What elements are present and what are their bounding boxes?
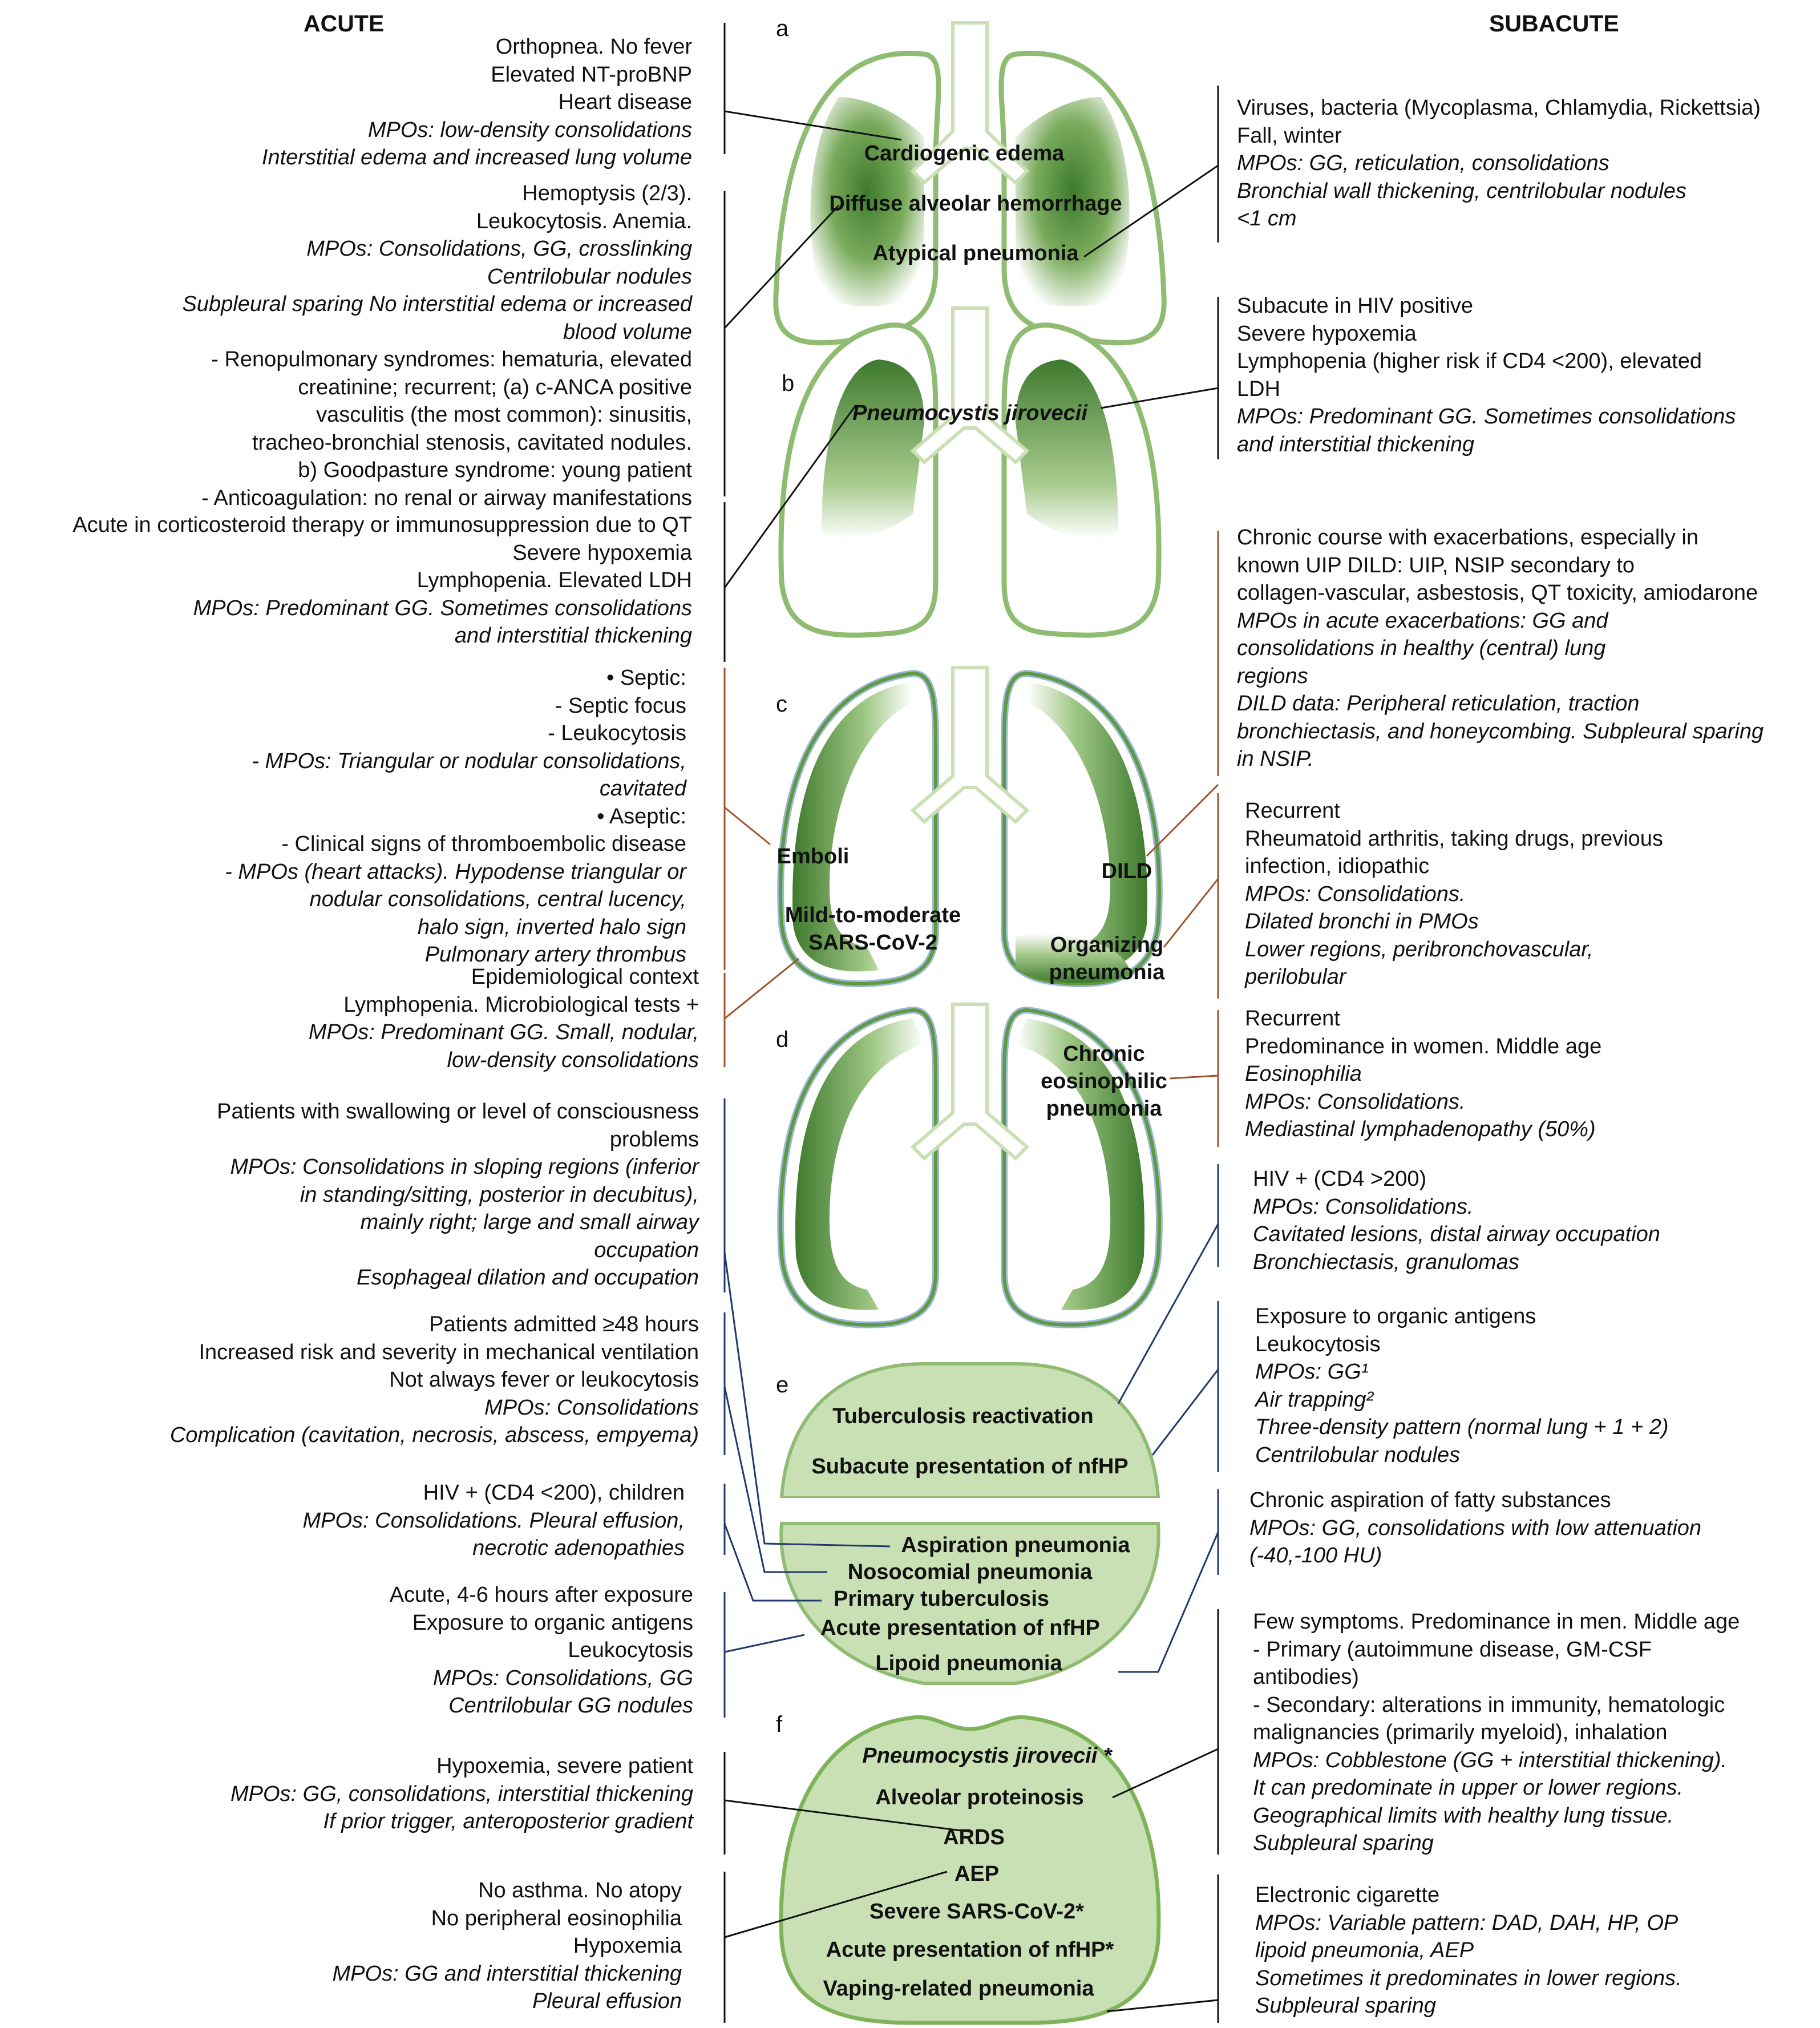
text-line: Hypoxemia	[573, 1934, 682, 1958]
lung-a	[776, 23, 1164, 343]
text-line: Leukocytosis	[1255, 1332, 1381, 1356]
acute-block	[72, 511, 692, 650]
text-line: MPOs: Predominant GG. Sometimes consolidations	[193, 596, 692, 620]
text-line: nodular consolidations, central lucency,	[309, 887, 686, 911]
text-line: MPOs: GG, consolidations, interstitial thickening	[230, 1781, 693, 1806]
lung-b	[781, 308, 1159, 635]
text-line: problems	[609, 1127, 699, 1152]
text-line: Acute, 4-6 hours after exposure	[389, 1583, 693, 1607]
text-line: Few symptoms. Predominance in men. Middle age	[1253, 1610, 1740, 1634]
text-line: tracheo-bronchial stenosis, cavitated nodules.	[252, 430, 692, 455]
label-ards: ARDS	[943, 1825, 1005, 1849]
text-line: Lymphopenia (higher risk if CD4 <200), elevated	[1237, 349, 1702, 373]
label-aep: AEP	[954, 1862, 1000, 1886]
text-line: Elevated NT-proBNP	[491, 62, 692, 87]
acute-block	[309, 963, 699, 1074]
text-line: occupation	[594, 1238, 699, 1262]
text-line: MPOs: Cobblestone (GG + interstitial thickening).	[1253, 1748, 1728, 1772]
text-line: MPOs: Consolidations, GG, crosslinking	[306, 237, 692, 261]
label-aspiration-pneumonia: Aspiration pneumonia	[901, 1533, 1130, 1557]
text-line: halo sign, inverted halo sign	[417, 915, 686, 939]
text-line: Centrilobular GG nodules	[448, 1694, 693, 1718]
text-line: MPOs in acute exacerbations: GG and	[1237, 608, 1608, 633]
text-line: mainly right; large and small airway	[360, 1210, 699, 1234]
acute-block	[230, 1752, 693, 1836]
text-line: Acute in corticosteroid therapy or immunosuppression due to QT	[72, 513, 692, 537]
label-cardiogenic-edema: Cardiogenic edema	[864, 142, 1065, 165]
text-line: Lymphopenia. Microbiological tests +	[343, 992, 699, 1017]
text-line: MPOs: low-density consolidations	[367, 118, 692, 142]
acute-block	[217, 1098, 699, 1292]
text-line: - Leukocytosis	[548, 721, 686, 745]
text-line: MPOs: Consolidations.	[1253, 1194, 1474, 1219]
text-line: - MPOs: Triangular or nodular consolidations,	[252, 749, 686, 773]
text-line: MPOs: Consolidations in sloping regions (inferior	[230, 1155, 699, 1179]
label-pneumocystis-f: Pneumocystis jirovecii *	[862, 1744, 1112, 1768]
acute-block	[170, 1311, 699, 1449]
text-line: cavitated	[599, 777, 686, 801]
label-chronic-eosinophilic-pneumonia: Chronic eosinophilic pneumonia	[1041, 1042, 1167, 1121]
text-line: It can predominate in upper or lower regions.	[1253, 1776, 1684, 1800]
text-line: Centrilobular nodules	[487, 264, 692, 289]
text-line: Bronchiectasis, granulomas	[1253, 1250, 1519, 1274]
text-line: bronchiectasis, and honeycombing. Subpleural sparing	[1237, 719, 1764, 744]
panel-letter-f: f	[776, 1712, 783, 1737]
label-diffuse-alveolar-hemorrhage: Diffuse alveolar hemorrhage	[829, 192, 1122, 216]
subacute-block	[1245, 797, 1663, 991]
subacute-block	[1255, 1881, 1682, 2020]
label-tb-reactivation: Tuberculosis reactivation	[832, 1404, 1094, 1428]
text-line: Sometimes it predominates in lower regions.	[1255, 1966, 1682, 1990]
text-line: necrotic adenopathies	[472, 1536, 685, 1560]
label-primary-tuberculosis: Primary tuberculosis	[833, 1587, 1050, 1611]
text-line: collagen-vascular, asbestosis, QT toxicity, amiodarone	[1237, 581, 1758, 605]
text-line: Leukocytosis. Anemia.	[476, 209, 692, 233]
text-line: Severe hypoxemia	[1237, 321, 1417, 346]
text-line: Orthopnea. No fever	[495, 35, 692, 59]
text-line: Eosinophilia	[1245, 1062, 1362, 1086]
text-line: Electronic cigarette	[1255, 1883, 1440, 1907]
text-line: Pleural effusion	[532, 1989, 682, 2013]
text-line: Air trapping²	[1255, 1387, 1373, 1412]
text-line: - Clinical signs of thromboembolic disease	[281, 832, 686, 856]
text-line: Pulmonary artery thrombus	[424, 943, 686, 967]
text-line: LDH	[1237, 377, 1281, 401]
text-line: MPOs: Consolidations.	[1245, 1089, 1466, 1114]
text-line: If prior trigger, anteroposterior gradient	[323, 1809, 693, 1833]
text-line: MPOs: GG and interstitial thickening	[332, 1961, 682, 1986]
text-line: consolidations in healthy (central) lung	[1237, 636, 1606, 660]
text-line: - Secondary: alterations in immunity, hematologic	[1253, 1692, 1725, 1717]
text-line: Geographical limits with healthy lung tissue.	[1253, 1803, 1674, 1828]
text-line: MPOs: Consolidations, GG	[432, 1666, 693, 1690]
text-line: - Septic focus	[555, 693, 686, 718]
text-line: - Renopulmonary syndromes: hematuria, elevated	[211, 348, 692, 371]
text-line: vasculitis (the most common): sinusitis,	[316, 403, 692, 427]
text-line: Lower regions, peribronchovascular,	[1245, 937, 1593, 962]
text-line: infection, idiopathic	[1245, 854, 1430, 878]
panel-letter-a: a	[776, 16, 789, 41]
subacute-header: SUBACUTE	[1489, 10, 1619, 37]
text-line: Leukocytosis	[568, 1638, 693, 1662]
label-mild-covid: Mild-to-moderate SARS-CoV-2	[784, 903, 961, 955]
text-line: MPOs: Predominant GG. Small, nodular,	[308, 1020, 699, 1044]
label-nosocomial-pneumonia: Nosocomial pneumonia	[847, 1560, 1093, 1584]
text-line: Subacute in HIV positive	[1237, 294, 1474, 318]
text-line: HIV + (CD4 <200), children	[423, 1481, 685, 1505]
label-emboli: Emboli	[776, 845, 850, 868]
text-line: • Septic:	[606, 666, 686, 690]
text-line: <1 cm	[1237, 207, 1297, 231]
text-line: in standing/sitting, posterior in decubitus),	[300, 1182, 699, 1207]
text-line: lipoid pneumonia, AEP	[1255, 1938, 1474, 1962]
text-line: Not always fever or leukocytosis	[389, 1368, 699, 1392]
subacute-block	[1237, 94, 1761, 233]
text-line: low-density consolidations	[447, 1048, 699, 1072]
text-line: Bronchial wall thickening, centrilobular nodules	[1237, 179, 1686, 203]
panel-letter-b: b	[782, 371, 795, 396]
text-line: - Anticoagulation: no renal or airway manifestations	[201, 486, 692, 510]
panel-letter-d: d	[776, 1027, 789, 1052]
label-severe-covid: Severe SARS-CoV-2*	[869, 1900, 1084, 1924]
text-line: Subpleural sparing	[1253, 1831, 1434, 1855]
text-line: Hemoptysis (2/3).	[522, 181, 692, 205]
text-line: Esophageal dilation and occupation	[356, 1266, 699, 1290]
text-line: Centrilobular nodules	[1255, 1443, 1461, 1467]
panel-letter-c: c	[776, 692, 787, 717]
text-line: b) Goodpasture syndrome: young patient	[298, 458, 692, 482]
text-line: creatinine; recurrent; (a) c-ANCA positive	[298, 375, 692, 399]
text-line: Recurrent	[1245, 1007, 1340, 1031]
text-line: malignancies (primarily myeloid), inhalation	[1253, 1720, 1668, 1744]
text-line: MPOs: Consolidations	[484, 1395, 699, 1420]
text-line: Increased risk and severity in mechanical ventilation	[199, 1340, 699, 1364]
text-line: perilobular	[1245, 965, 1346, 989]
acute-block	[225, 664, 686, 969]
label-subacute-nfhp: Subacute presentation of nfHP	[811, 1455, 1129, 1478]
text-line: Cavitated lesions, distal airway occupation	[1253, 1222, 1660, 1246]
text-line: Hypoxemia, severe patient	[436, 1754, 693, 1778]
label-pneumocystis-b: Pneumocystis jirovecii	[852, 401, 1087, 425]
text-line: Mediastinal lymphadenopathy (50%)	[1245, 1117, 1596, 1141]
text-line: regions	[1237, 664, 1308, 688]
text-line: Rheumatoid arthritis, taking drugs, previous	[1245, 826, 1663, 851]
text-line: Chronic course with exacerbations, especially in	[1237, 526, 1698, 550]
text-line: Patients with swallowing or level of consciousness	[217, 1100, 699, 1124]
text-line: known UIP DILD: UIP, NSIP secondary to	[1237, 553, 1635, 577]
text-line: No asthma. No atopy	[478, 1878, 682, 1902]
label-alveolar-proteinosis: Alveolar proteinosis	[875, 1785, 1084, 1809]
acute-block	[333, 1877, 682, 2015]
text-line: - Primary (autoimmune disease, GM-CSF	[1253, 1637, 1652, 1662]
label-dild: DILD	[1101, 859, 1152, 883]
text-line: Chronic aspiration of fatty substances	[1249, 1488, 1611, 1512]
text-line: DILD data: Peripheral reticulation, traction	[1237, 692, 1640, 716]
text-line: Subpleural sparing No interstitial edema or increased	[182, 292, 692, 316]
text-line: Three-density pattern (normal lung + 1 + 2)	[1255, 1415, 1669, 1439]
text-line: MPOs: Variable pattern: DAD, DAH, HP, OP	[1255, 1910, 1679, 1935]
acute-block	[262, 33, 692, 172]
text-line: MPOs: GG¹	[1255, 1360, 1369, 1384]
acute-block	[302, 1479, 685, 1562]
text-line: MPOs: GG, consolidations with low attenuation	[1249, 1516, 1702, 1540]
text-line: Heart disease	[558, 90, 692, 114]
text-line: (-40,-100 HU)	[1249, 1544, 1382, 1568]
acute-header: ACUTE	[304, 10, 385, 37]
text-line: Viruses, bacteria (Mycoplasma, Chlamydia, Rickettsia)	[1237, 96, 1761, 120]
text-line: Interstitial edema and increased lung volume	[261, 146, 692, 169]
text-line: - MPOs (heart attacks). Hypodense triangular or	[225, 859, 686, 884]
text-line: Fall, winter	[1237, 123, 1342, 148]
text-line: in NSIP.	[1237, 747, 1314, 771]
text-line: HIV + (CD4 >200)	[1253, 1167, 1427, 1191]
subacute-block	[1253, 1608, 1740, 1857]
text-line: blood volume	[563, 320, 692, 344]
label-acute-nfhp-star: Acute presentation of nfHP*	[826, 1938, 1114, 1962]
text-line: No peripheral eosinophilia	[431, 1906, 682, 1930]
subacute-block	[1255, 1303, 1669, 1469]
text-line: antibodies)	[1253, 1665, 1359, 1689]
text-line: MPOs: Predominant GG. Sometimes consolidations	[1237, 405, 1736, 429]
text-line: Subpleural sparing	[1255, 1994, 1436, 2018]
text-line: Severe hypoxemia	[512, 540, 692, 565]
text-line: and interstitial thickening	[454, 624, 692, 648]
text-line: Complication (cavitation, necrosis, abscess, empyema)	[169, 1423, 699, 1447]
label-atypical-pneumonia: Atypical pneumonia	[872, 241, 1079, 265]
text-line: Recurrent	[1245, 799, 1340, 823]
text-line: and interstitial thickening	[1237, 432, 1475, 456]
text-line: Epidemiological context	[471, 965, 699, 989]
subacute-block	[1249, 1486, 1701, 1570]
text-line: Dilated bronchi in PMOs	[1245, 910, 1479, 934]
text-line: MPOs: Consolidations.	[1245, 882, 1466, 906]
label-organizing-pneumonia: Organizing pneumonia	[1049, 933, 1165, 984]
subacute-block	[1253, 1165, 1660, 1276]
text-line: • Aseptic:	[597, 804, 686, 829]
subacute-block	[1245, 1005, 1601, 1144]
text-line: Exposure to organic antigens	[1255, 1304, 1536, 1328]
acute-block	[183, 180, 692, 512]
text-line: Patients admitted ≥48 hours	[429, 1312, 699, 1336]
text-line: Predominance in women. Middle age	[1245, 1034, 1602, 1059]
label-lipoid-pneumonia: Lipoid pneumonia	[875, 1651, 1062, 1675]
label-acute-nfhp: Acute presentation of nfHP	[820, 1616, 1100, 1640]
text-line: MPOs: Consolidations. Pleural effusion,	[302, 1508, 685, 1533]
panel-letter-e: e	[776, 1372, 789, 1397]
text-line: Lymphopenia. Elevated LDH	[416, 568, 692, 592]
text-line: Exposure to organic antigens	[412, 1610, 693, 1635]
text-line: MPOs: GG, reticulation, consolidations	[1237, 151, 1609, 175]
subacute-block	[1237, 292, 1736, 458]
label-vaping-pneumonia: Vaping-related pneumonia	[823, 1977, 1094, 2001]
subacute-block	[1237, 524, 1764, 773]
acute-block	[390, 1581, 693, 1720]
